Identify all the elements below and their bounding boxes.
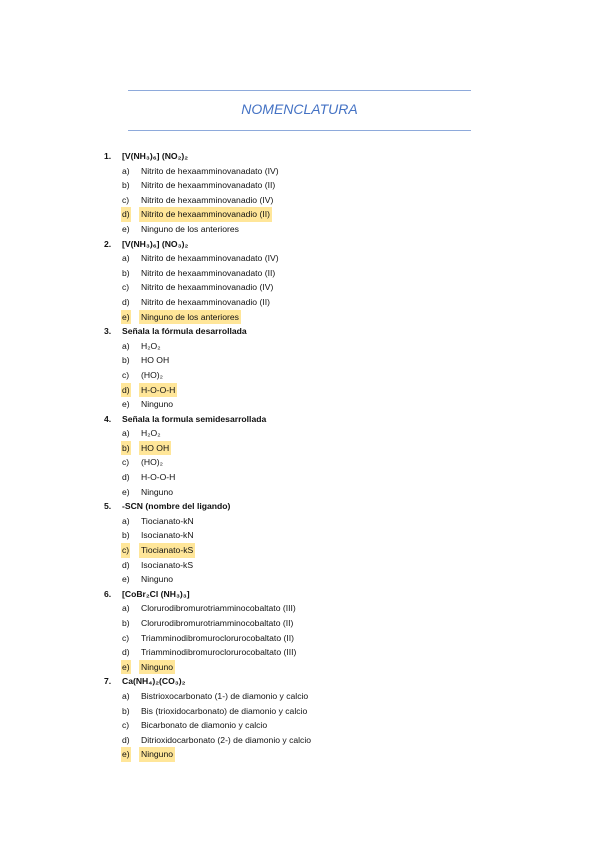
option-letter: a): [122, 428, 130, 439]
option-letter: b): [122, 618, 130, 628]
option-letter: e): [122, 399, 130, 410]
answer-option: [0, 485, 599, 500]
answer-option: [0, 616, 599, 631]
option-text-highlighted: H-O-O-H: [139, 383, 177, 398]
option-letter: a): [122, 165, 130, 176]
option-text: Tiocianato-kN: [141, 515, 194, 526]
option-letter: d): [121, 383, 131, 398]
answer-option: [0, 339, 599, 354]
option-letter: e): [121, 747, 131, 762]
option-text: Ninguno: [141, 574, 174, 585]
answer-option: [0, 295, 599, 310]
question-1: [0, 149, 599, 164]
answer-option: [0, 207, 599, 222]
answer-option: [0, 645, 599, 660]
question-text: Ca(NH₄)₂(CO₃)₂: [122, 676, 186, 687]
option-letter: c): [122, 632, 130, 643]
option-text: Isocianato-kN: [141, 530, 194, 541]
option-text-highlighted: Ninguno: [139, 660, 175, 675]
question-list: [0, 149, 599, 762]
option-letter: a): [122, 690, 130, 701]
option-text: HO OH: [141, 355, 170, 366]
question-text: [V(NH₃)₆] (NO₃)₂: [122, 238, 189, 249]
answer-option: [0, 543, 599, 558]
answer-option: [0, 310, 599, 325]
question-number: 7.: [104, 676, 112, 687]
option-letter: a): [122, 515, 130, 526]
question-text: Señala la formula semidesarrollada: [122, 413, 267, 424]
option-letter: a): [122, 603, 130, 614]
option-letter: c): [122, 369, 130, 380]
question-3: [0, 324, 599, 339]
option-text: Bis (trioxidocarbonato) de diamonio y calcio: [141, 705, 308, 716]
answer-option: [0, 353, 599, 368]
answer-option: [0, 178, 599, 193]
option-letter: d): [122, 296, 130, 307]
option-letter: e): [121, 660, 131, 675]
question-number: 1.: [104, 151, 112, 161]
answer-option: [0, 631, 599, 646]
answer-option: [0, 689, 599, 704]
option-text: H₂O₂: [141, 428, 161, 439]
option-text-highlighted: Ninguno: [139, 747, 175, 762]
option-text: Nitrito de hexaamminovanadato (II): [141, 267, 276, 278]
option-letter: a): [122, 340, 130, 351]
option-text-highlighted: Ninguno de los anteriores: [139, 310, 241, 325]
question-2: [0, 237, 599, 252]
answer-option: [0, 455, 599, 470]
question-text: [CoBr₂Cl (NH₃)₃]: [122, 588, 190, 599]
question-5: [0, 499, 599, 514]
option-letter: c): [122, 282, 130, 293]
option-text: Triamminodibromuroclorurocobaltato (II): [141, 632, 294, 643]
answer-option: [0, 558, 599, 573]
question-text: Señala la fórmula desarrollada: [122, 326, 247, 337]
option-text: Nitrito de hexaamminovanadio (II): [141, 296, 270, 307]
option-text: (HO)₂: [141, 457, 163, 468]
option-text: Nitrito de hexaamminovanadio (IV): [141, 194, 274, 205]
option-text: Ninguno de los anteriores: [141, 223, 239, 234]
option-text: Clorurodibromurotriamminocobaltato (II): [141, 618, 294, 628]
answer-option: [0, 747, 599, 762]
option-letter: b): [122, 355, 130, 366]
answer-option: [0, 733, 599, 748]
question-text: -SCN (nombre del ligando): [122, 501, 231, 512]
answer-option: [0, 383, 599, 398]
option-letter: c): [122, 457, 130, 468]
option-text: (HO)₂: [141, 369, 163, 380]
option-text-highlighted: Tiocianato-kS: [139, 543, 195, 558]
option-letter: b): [122, 705, 130, 716]
question-number: 2.: [104, 238, 112, 249]
answer-option: [0, 397, 599, 412]
option-letter: c): [121, 543, 130, 558]
answer-option: [0, 704, 599, 719]
option-letter: e): [122, 486, 130, 497]
option-text-highlighted: Nitrito de hexaamminovanadio (II): [139, 207, 272, 222]
question-number: 4.: [104, 413, 112, 424]
answer-option: [0, 251, 599, 266]
question-7: [0, 674, 599, 689]
answer-option: [0, 426, 599, 441]
option-letter: d): [122, 472, 130, 483]
question-6: [0, 587, 599, 602]
option-text: Nitrito de hexaamminovanadio (IV): [141, 282, 274, 293]
option-text: Nitrito de hexaamminovanadato (IV): [141, 165, 279, 176]
answer-option: [0, 368, 599, 383]
page-title: NOMENCLATURA: [241, 101, 358, 117]
title-rule-bottom: [128, 130, 471, 131]
option-letter: d): [121, 207, 131, 222]
option-text: Nitrito de hexaamminovanadato (II): [141, 180, 276, 191]
option-letter: b): [122, 180, 130, 191]
question-number: 5.: [104, 501, 112, 512]
title-rule-top: [128, 90, 471, 91]
option-letter: d): [122, 734, 130, 745]
option-letter: d): [122, 559, 130, 570]
answer-option: [0, 280, 599, 295]
answer-option: [0, 164, 599, 179]
option-letter: e): [122, 574, 130, 585]
answer-option: [0, 718, 599, 733]
option-letter: c): [122, 194, 130, 205]
answer-option: [0, 572, 599, 587]
option-letter: d): [122, 647, 130, 658]
option-letter: c): [122, 720, 130, 731]
option-text-highlighted: HO OH: [139, 441, 171, 456]
answer-option: [0, 441, 599, 456]
option-letter: e): [121, 310, 131, 325]
option-text: Clorurodibromurotriamminocobaltato (III): [141, 603, 296, 614]
option-text: Isocianato-kS: [141, 559, 194, 570]
answer-option: [0, 193, 599, 208]
option-text: Ninguno: [141, 486, 174, 497]
option-letter: a): [122, 253, 130, 264]
option-text: Bistrioxocarbonato (1-) de diamonio y calcio: [141, 690, 309, 701]
answer-option: [0, 660, 599, 675]
option-text: H₂O₂: [141, 340, 161, 351]
question-number: 3.: [104, 326, 112, 337]
option-letter: b): [122, 267, 130, 278]
option-text: Ditrioxidocarbonato (2-) de diamonio y calcio: [141, 734, 312, 745]
option-text: Nitrito de hexaamminovanadato (IV): [141, 253, 279, 264]
answer-option: [0, 601, 599, 616]
question-text: [V(NH₃)₆] (NO₂)₂: [122, 151, 189, 161]
answer-option: [0, 470, 599, 485]
answer-option: [0, 528, 599, 543]
option-text: Triamminodibromuroclorurocobaltato (III): [141, 647, 297, 658]
answer-option: [0, 514, 599, 529]
option-text: H-O-O-H: [141, 472, 176, 483]
answer-option: [0, 222, 599, 237]
answer-option: [0, 266, 599, 281]
option-text: Bicarbonato de diamonio y calcio: [141, 720, 268, 731]
question-number: 6.: [104, 588, 112, 599]
option-text: Ninguno: [141, 399, 174, 410]
option-letter: b): [122, 530, 130, 541]
option-letter: e): [122, 223, 130, 234]
option-letter: b): [121, 441, 131, 456]
question-4: [0, 412, 599, 427]
